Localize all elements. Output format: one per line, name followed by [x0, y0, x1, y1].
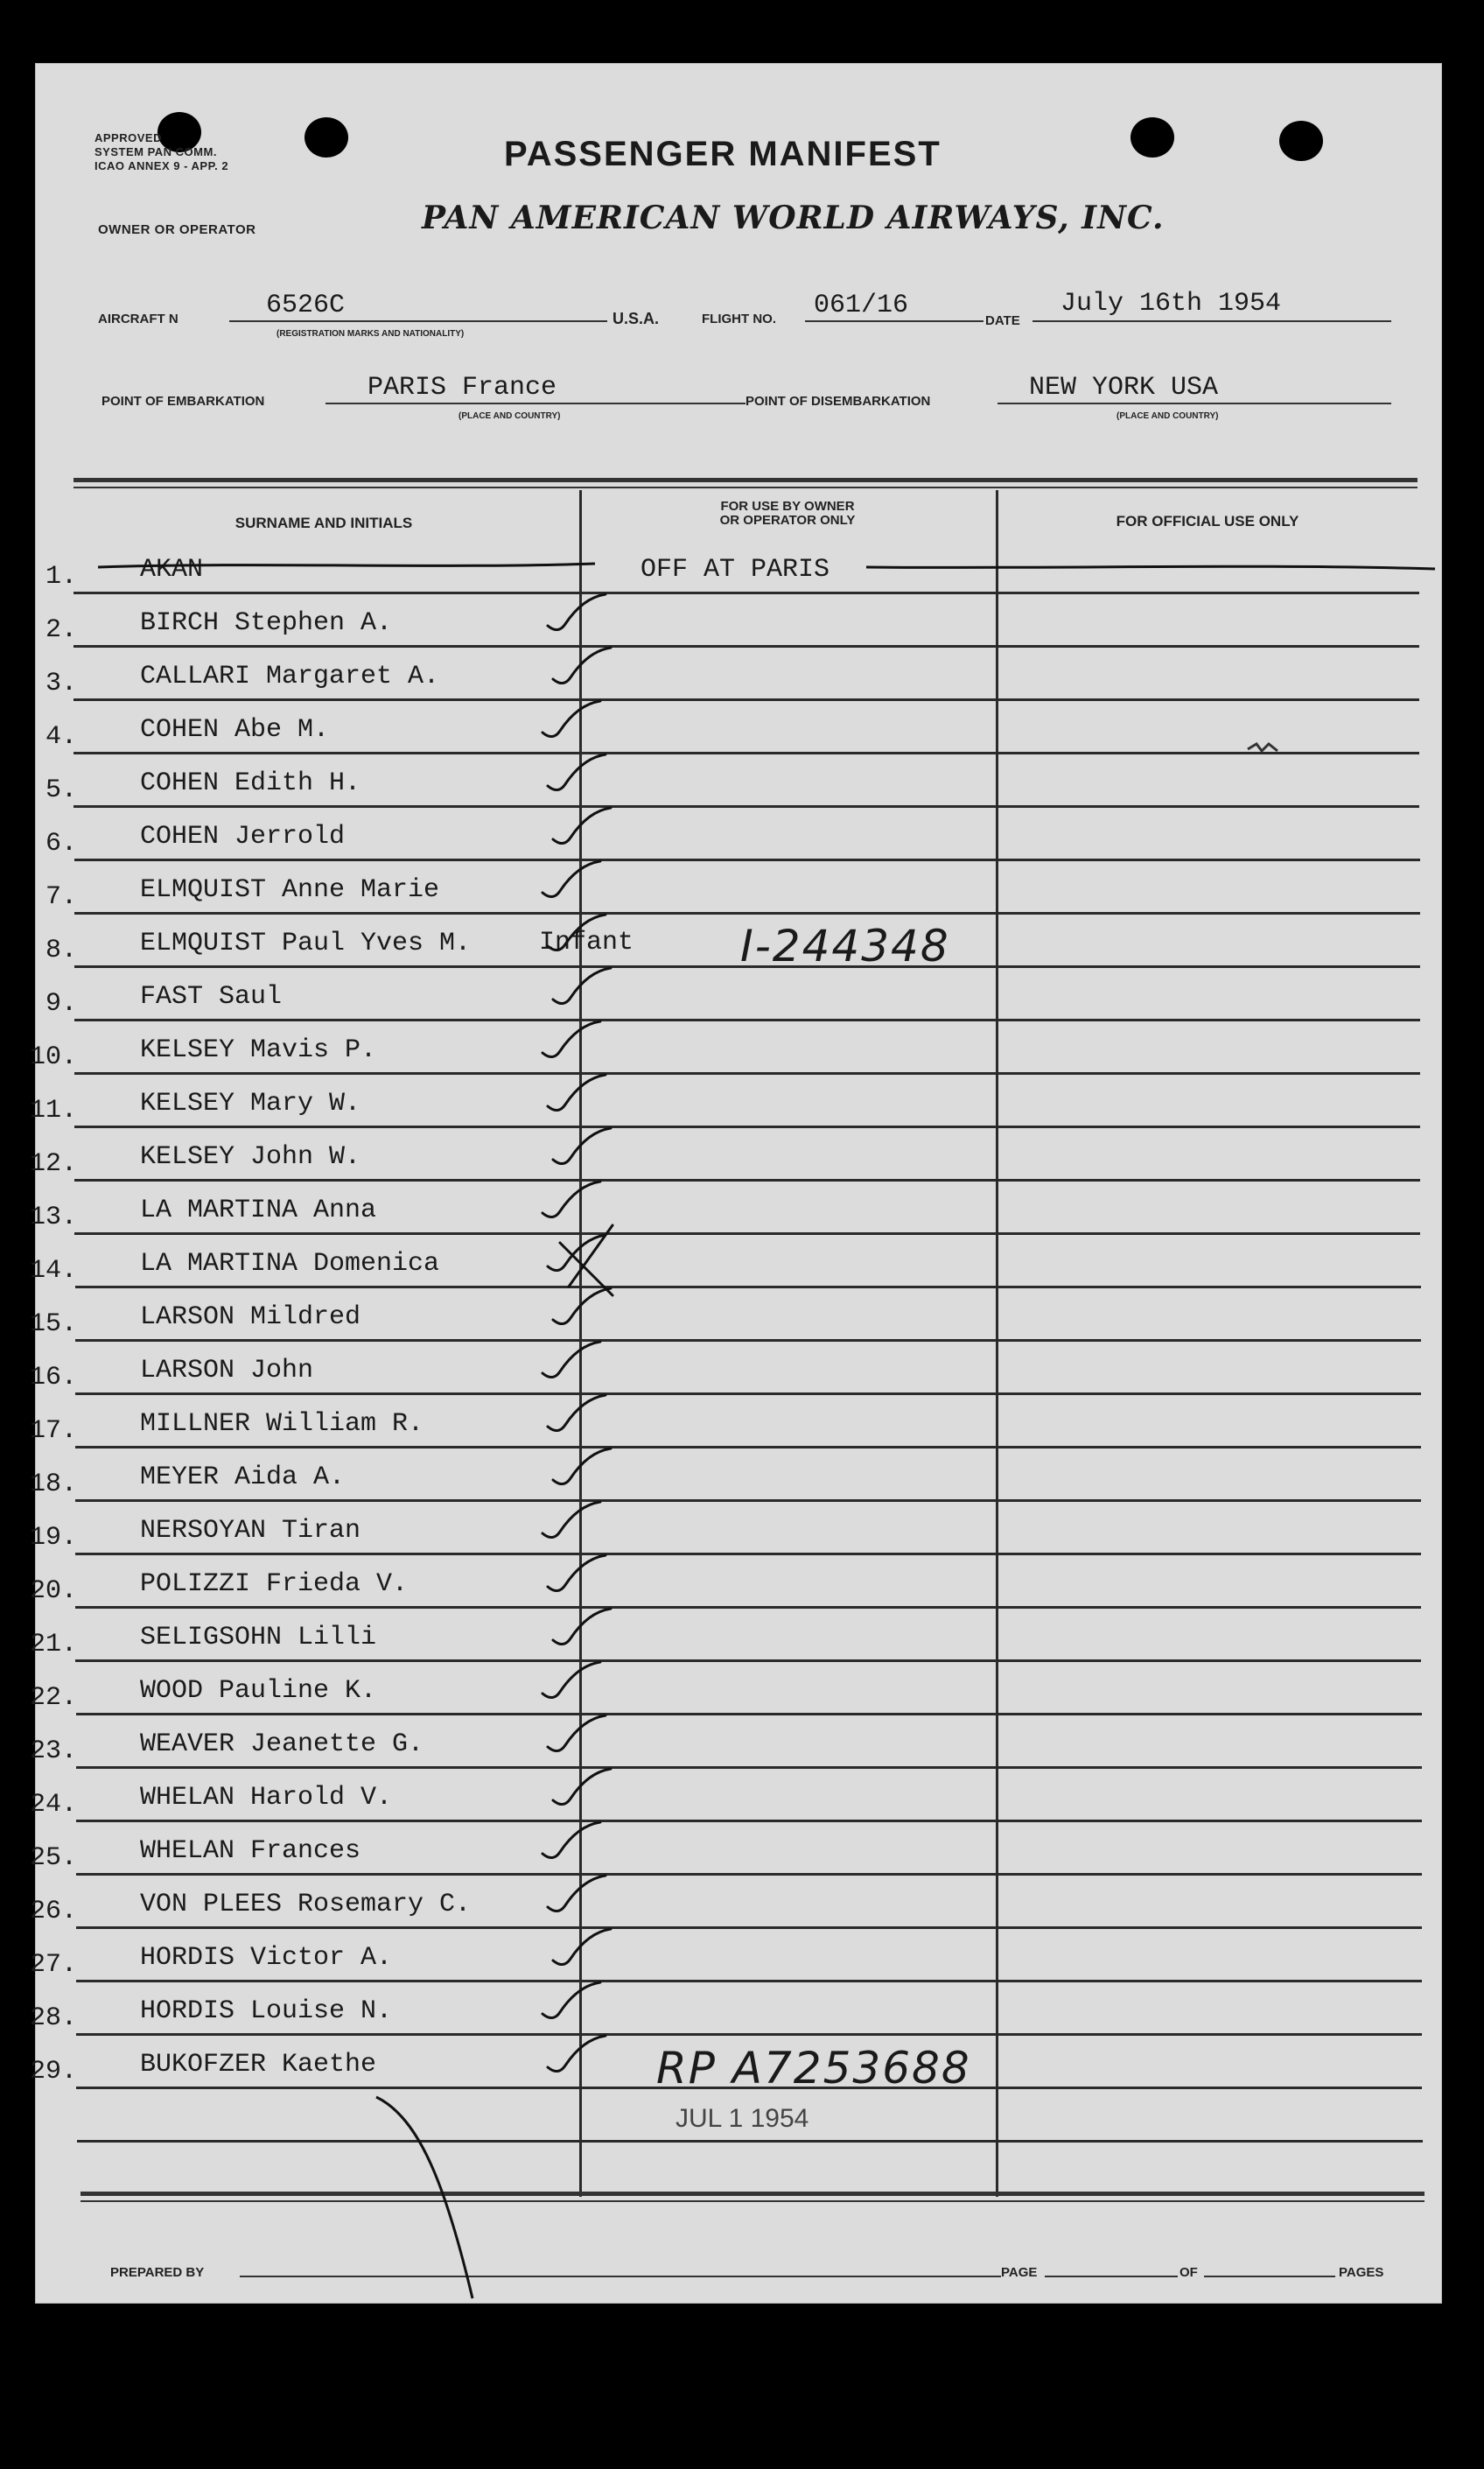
- passenger-name: ELMQUIST Paul Yves M.: [140, 929, 472, 958]
- row-number: 10.: [29, 1042, 77, 1072]
- passenger-name: AKAN: [140, 555, 204, 585]
- approval-line-1: APPROVED: [94, 131, 162, 144]
- passenger-name: LA MARTINA Anna: [140, 1196, 377, 1225]
- passenger-name: HORDIS Victor A.: [140, 1943, 393, 1973]
- check-mark: [542, 1502, 600, 1538]
- row-number: 16.: [29, 1363, 77, 1392]
- passenger-name: SELIGSOHN Lilli: [140, 1623, 377, 1652]
- check-mark: [548, 1395, 606, 1431]
- row-number: 15.: [29, 1309, 77, 1339]
- passenger-name: WOOD Pauline K.: [140, 1676, 377, 1706]
- check-mark: [553, 648, 611, 684]
- disembarkation-value: NEW YORK USA: [1029, 373, 1219, 403]
- check-mark: [553, 968, 611, 1004]
- check-mark: [553, 1769, 611, 1805]
- prepared-by-label: PREPARED BY: [110, 2265, 205, 2280]
- passenger-name: COHEN Jerrold: [140, 822, 346, 852]
- passenger-name: KELSEY Mary W.: [140, 1089, 361, 1119]
- row-number: 29.: [29, 2057, 77, 2087]
- check-mark: [542, 701, 600, 737]
- passenger-name: COHEN Edith H.: [140, 768, 361, 798]
- check-mark: [553, 1288, 611, 1324]
- page-title: PASSENGER MANIFEST: [504, 135, 942, 173]
- aircraft-value: 6526C: [266, 291, 346, 320]
- row-number: 7.: [45, 882, 77, 912]
- passenger-name: MILLNER William R.: [140, 1409, 424, 1439]
- check-mark: [553, 1609, 611, 1645]
- strike-through-row1: [98, 564, 1435, 569]
- passenger-name: ELMQUIST Anne Marie: [140, 875, 440, 905]
- passenger-name: LA MARTINA Domenica: [140, 1249, 440, 1279]
- check-mark: [548, 1876, 606, 1911]
- pages-label: PAGES: [1339, 2265, 1384, 2280]
- passenger-name: COHEN Abe M.: [140, 715, 330, 745]
- row-number: 13.: [29, 1203, 77, 1232]
- passenger-name: HORDIS Louise N.: [140, 1996, 393, 2026]
- check-mark: [553, 808, 611, 844]
- check-mark: [542, 1982, 600, 2018]
- column-header-owner-2: OR OPERATOR ONLY: [719, 513, 856, 528]
- passenger-name: KELSEY Mavis P.: [140, 1035, 377, 1065]
- row-number: 24.: [29, 1790, 77, 1820]
- aircraft-label: AIRCRAFT N: [98, 312, 178, 326]
- row-number: 22.: [29, 1683, 77, 1713]
- disembarkation-sublabel: (PLACE AND COUNTRY): [1116, 411, 1219, 421]
- passenger-name: FAST Saul: [140, 982, 283, 1012]
- passenger-name: KELSEY John W.: [140, 1142, 361, 1172]
- embarkation-value: PARIS France: [368, 373, 557, 403]
- check-mark: [548, 754, 606, 790]
- row-number: 23.: [29, 1736, 77, 1766]
- handwritten-number-row29: RP A7253688: [656, 2043, 971, 2094]
- check-mark: [548, 1715, 606, 1751]
- check-marks: [542, 594, 612, 2072]
- handwritten-number-row8: I-244348: [740, 921, 950, 971]
- row8-extra: Infant: [539, 928, 634, 957]
- row-number: 4.: [45, 722, 77, 752]
- check-mark: [553, 1128, 611, 1164]
- check-mark: [548, 1555, 606, 1591]
- check-mark: [542, 1822, 600, 1858]
- passenger-name: LARSON John: [140, 1356, 314, 1385]
- passenger-name: MEYER Aida A.: [140, 1462, 346, 1492]
- check-mark: [553, 1448, 611, 1484]
- check-mark: [542, 1021, 600, 1057]
- approval-line-2: SYSTEM PAN COMM.: [94, 145, 217, 158]
- date-stamp: JUL 1 1954: [676, 2104, 809, 2133]
- approval-line-3: ICAO ANNEX 9 - APP. 2: [94, 159, 229, 172]
- passenger-name: BIRCH Stephen A.: [140, 608, 393, 638]
- row-number: 12.: [29, 1149, 77, 1179]
- passenger-name: BUKOFZER Kaethe: [140, 2050, 377, 2080]
- row-number: 18.: [29, 1469, 77, 1499]
- passenger-name: LARSON Mildred: [140, 1302, 361, 1332]
- check-mark: [548, 1075, 606, 1111]
- row-number: 5.: [45, 775, 77, 805]
- column-header-owner-1: FOR USE BY OWNER: [720, 499, 855, 514]
- passenger-name: NERSOYAN Tiran: [140, 1516, 361, 1546]
- passenger-name: WHELAN Frances: [140, 1836, 361, 1866]
- row-number: 20.: [29, 1576, 77, 1606]
- row-number: 8.: [45, 936, 77, 965]
- row-number: 27.: [29, 1950, 77, 1980]
- page-label: PAGE: [1001, 2265, 1038, 2280]
- of-label: OF: [1180, 2265, 1198, 2280]
- row-number: 21.: [29, 1630, 77, 1659]
- check-mark: [542, 1182, 600, 1217]
- passenger-name: POLIZZI Frieda V.: [140, 1569, 409, 1599]
- passenger-name: CALLARI Margaret A.: [140, 662, 440, 691]
- column-header-surname: SURNAME AND INITIALS: [234, 515, 413, 531]
- row-number: 9.: [45, 989, 77, 1019]
- row-number: 3.: [45, 669, 77, 698]
- check-mark: [548, 594, 606, 630]
- airline-name: PAN AMERICAN WORLD AIRWAYS, INC.: [422, 200, 1165, 236]
- aircraft-sublabel: (REGISTRATION MARKS AND NATIONALITY): [276, 329, 465, 339]
- flight-value: 061/16: [814, 291, 909, 320]
- row-number: 17.: [29, 1416, 77, 1446]
- check-mark: [553, 1929, 611, 1965]
- embarkation-sublabel: (PLACE AND COUNTRY): [458, 411, 561, 421]
- disembarkation-label: POINT OF DISEMBARKATION: [746, 394, 931, 409]
- check-mark: [542, 1662, 600, 1698]
- date-value: July 16th 1954: [1060, 289, 1282, 319]
- check-mark: [542, 861, 600, 897]
- row-number: 2.: [45, 615, 77, 645]
- margin-scribble: [1248, 744, 1278, 751]
- column-header-official: FOR OFFICIAL USE ONLY: [1116, 513, 1299, 530]
- passenger-name: WHELAN Harold V.: [140, 1783, 393, 1813]
- row-number: 19.: [29, 1523, 77, 1553]
- date-label: DATE: [985, 313, 1020, 328]
- row1-note: OFF AT PARIS: [640, 555, 830, 585]
- passenger-name: WEAVER Jeanette G.: [140, 1729, 424, 1759]
- row-number: 14.: [29, 1256, 77, 1286]
- check-mark: [542, 1342, 600, 1378]
- check-mark: [548, 915, 606, 950]
- flight-label: FLIGHT NO.: [702, 312, 776, 326]
- nationality: U.S.A.: [612, 310, 660, 327]
- row-number: 6.: [45, 829, 77, 859]
- owner-label: OWNER OR OPERATOR: [98, 222, 256, 237]
- check-mark: [548, 1235, 606, 1271]
- row-number: 28.: [29, 2003, 77, 2033]
- passenger-name: VON PLEES Rosemary C.: [140, 1890, 472, 1919]
- embarkation-label: POINT OF EMBARKATION: [102, 394, 265, 409]
- row-number: 25.: [29, 1843, 77, 1873]
- row-number: 11.: [29, 1096, 77, 1126]
- tail-stroke: [376, 2097, 472, 2298]
- row-number: 26.: [29, 1897, 77, 1926]
- check-mark: [548, 2036, 606, 2072]
- row-number: 1.: [45, 562, 77, 592]
